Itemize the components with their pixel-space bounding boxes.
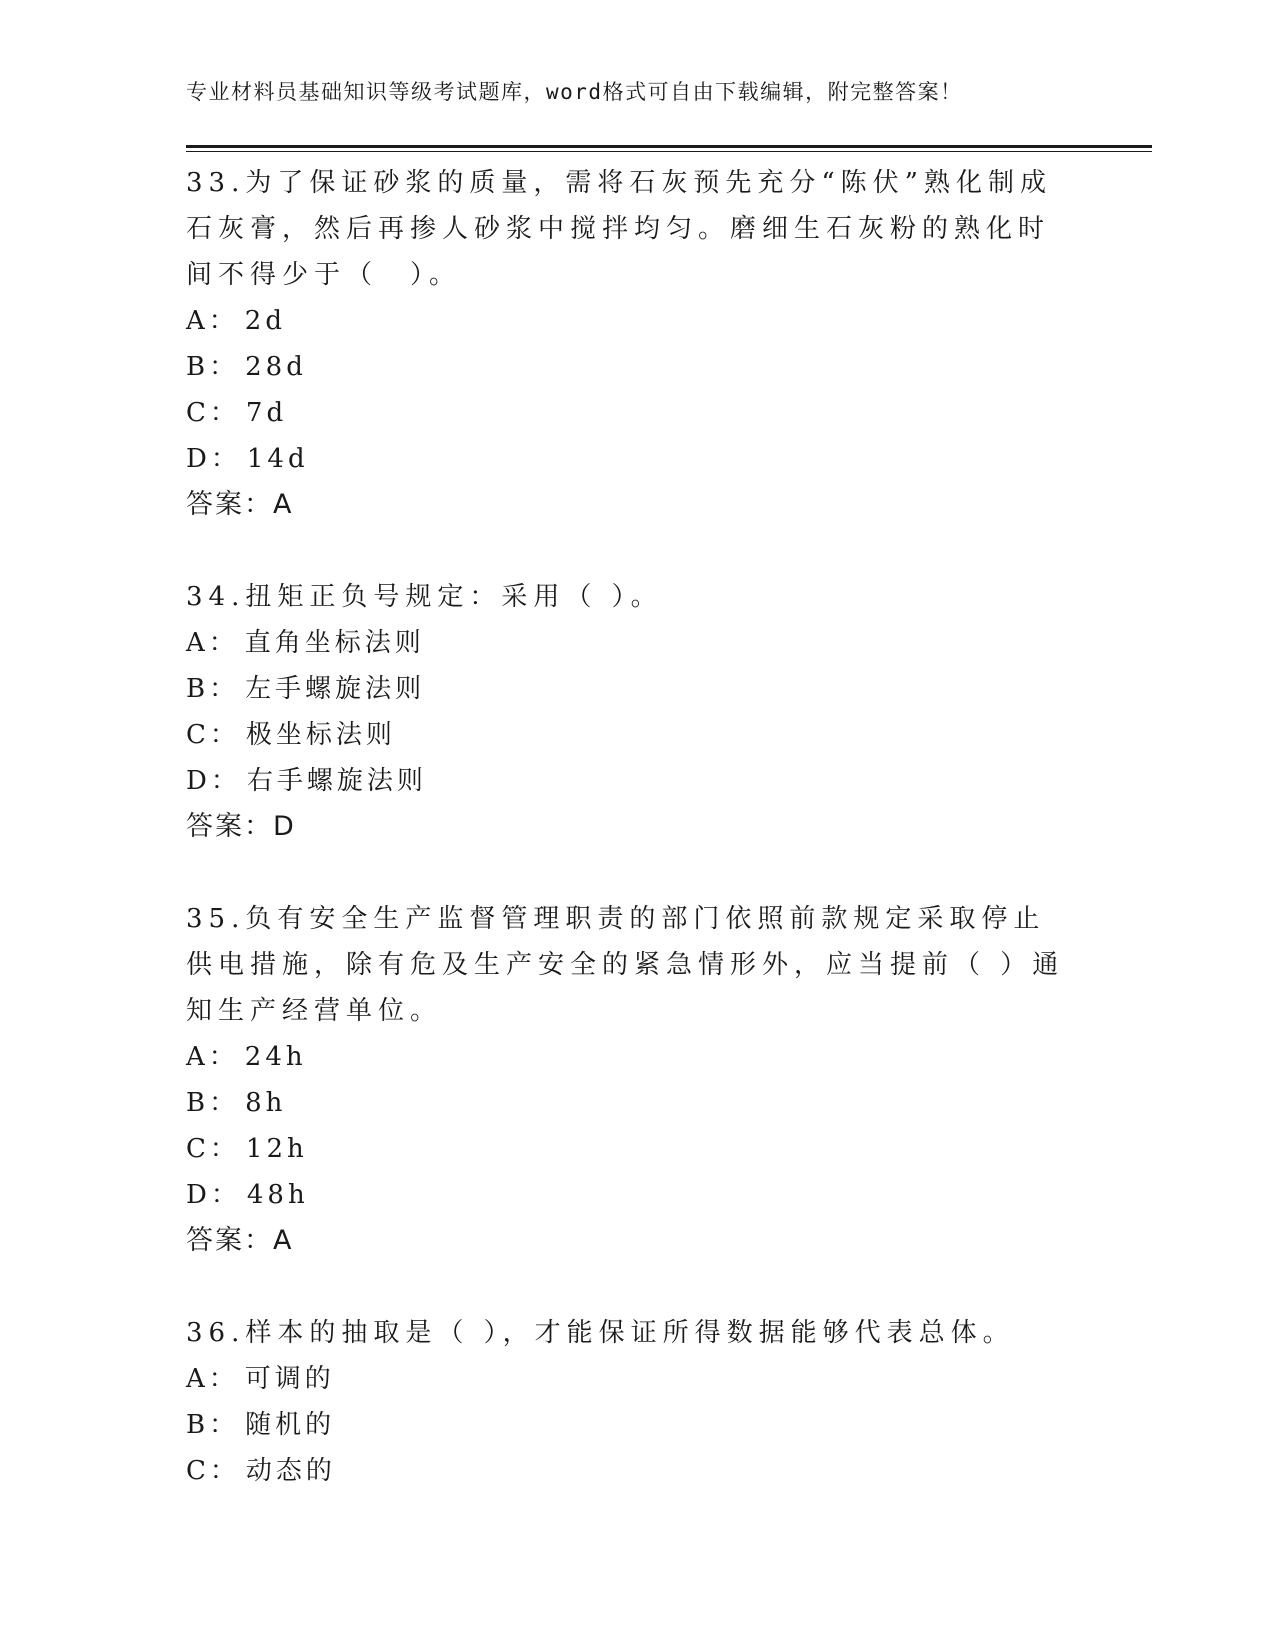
option-value: 极坐标法则 [245,720,396,750]
option-value: 可调的 [244,1364,335,1394]
option-c [186,712,1086,758]
option-value: 14d [246,444,309,474]
question-36 [186,1310,1086,1494]
option-c [186,1448,1086,1494]
option-value: 左手螺旋法则 [245,674,426,704]
option-letter: B： [186,1410,240,1440]
option-b [186,666,1086,712]
option-value: 8h [245,1088,287,1118]
option-b [186,1402,1086,1448]
option-letter: A： [186,1042,239,1072]
option-a [186,298,1086,344]
answer-line [186,482,1086,528]
answer-value: D [273,811,296,842]
answer-label: 答案： [186,811,273,842]
option-b [186,344,1086,390]
option-letter: D： [186,766,241,796]
option-value: 2d [244,306,286,336]
question-text [186,574,1070,620]
option-value: 28d [245,352,307,382]
option-value: 直角坐标法则 [244,628,425,658]
answer-label: 答案： [186,489,273,520]
option-d [186,758,1086,804]
question-list [186,160,1086,1540]
option-a [186,1356,1086,1402]
answer-value: A [273,489,294,520]
option-letter: D： [186,444,241,474]
answer-line [186,804,1086,850]
question-number: 33. [186,168,246,198]
option-letter: A： [186,628,239,658]
option-letter: B： [186,1088,240,1118]
option-value: 24h [244,1042,307,1072]
option-letter: C： [186,720,240,750]
option-a [186,620,1086,666]
option-value: 右手螺旋法则 [246,766,427,796]
option-a [186,1034,1086,1080]
option-c [186,390,1086,436]
question-number: 34. [186,582,246,612]
option-d [186,436,1086,482]
option-value: 12h [245,1134,308,1164]
question-35 [186,896,1086,1264]
answer-line [186,1218,1086,1264]
option-value: 7d [245,398,288,428]
option-value: 48h [246,1180,309,1210]
question-number: 35. [186,904,246,934]
page-header: 专业材料员基础知识等级考试题库，word格式可自由下载编辑，附完整答案！ [186,80,963,104]
option-letter: A： [186,1364,239,1394]
option-d [186,1172,1086,1218]
question-34 [186,574,1086,850]
option-letter: A： [186,306,239,336]
option-value: 动态的 [245,1456,336,1486]
question-text [186,896,1070,1034]
question-text [186,1310,1070,1356]
header-divider [186,145,1152,152]
option-letter: C： [186,1456,240,1486]
question-body: 样本的抽取是（ ），才能保证所得数据能够代表总体。 [245,1318,1015,1348]
answer-value: A [273,1225,294,1256]
option-c [186,1126,1086,1172]
question-body: 扭矩正负号规定：采用（ ）。 [245,582,663,612]
answer-label: 答案： [186,1225,273,1256]
option-letter: B： [186,352,240,382]
option-letter: C： [186,398,240,428]
question-body: 为了保证砂浆的质量，需将石灰预先充分“陈伏”熟化制成石灰膏，然后再掺人砂浆中搅拌均匀。磨细生石灰粉的熟化时间不得少于（ ）。 [186,168,1052,290]
question-text [186,160,1070,298]
option-value: 随机的 [245,1410,336,1440]
question-33 [186,160,1086,528]
option-letter: C： [186,1134,240,1164]
question-body: 负有安全生产监督管理职责的部门依照前款规定采取停止供电措施，除有危及生产安全的紧急情形外，应当提前（ ）通知生产经营单位。 [186,904,1065,1026]
question-number: 36. [186,1318,246,1348]
option-letter: D： [186,1180,241,1210]
option-letter: B： [186,674,240,704]
option-b [186,1080,1086,1126]
